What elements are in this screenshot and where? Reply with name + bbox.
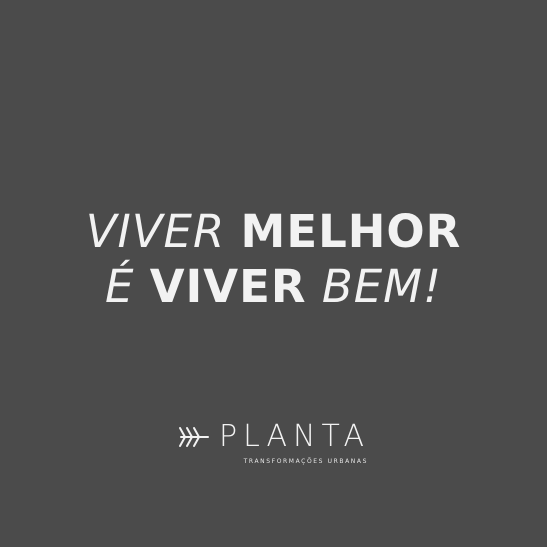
headline-word-bem: BEM! — [321, 260, 443, 313]
headline-word-melhor: MELHOR — [240, 205, 462, 258]
headline-word-e: É — [104, 260, 135, 313]
headline-line-1 — [0, 204, 547, 259]
logo-wordmark: PLANTA — [219, 419, 370, 454]
headline — [0, 204, 547, 314]
leaf-branch-icon — [177, 420, 211, 454]
brand-logo — [0, 420, 547, 465]
headline-word-viver: VIVER — [85, 205, 226, 258]
logo-tagline: TRANSFORMAÇÕES URBANAS — [243, 458, 368, 465]
headline-word-viver-bold: VIVER — [149, 260, 307, 313]
headline-line-2 — [0, 259, 547, 314]
